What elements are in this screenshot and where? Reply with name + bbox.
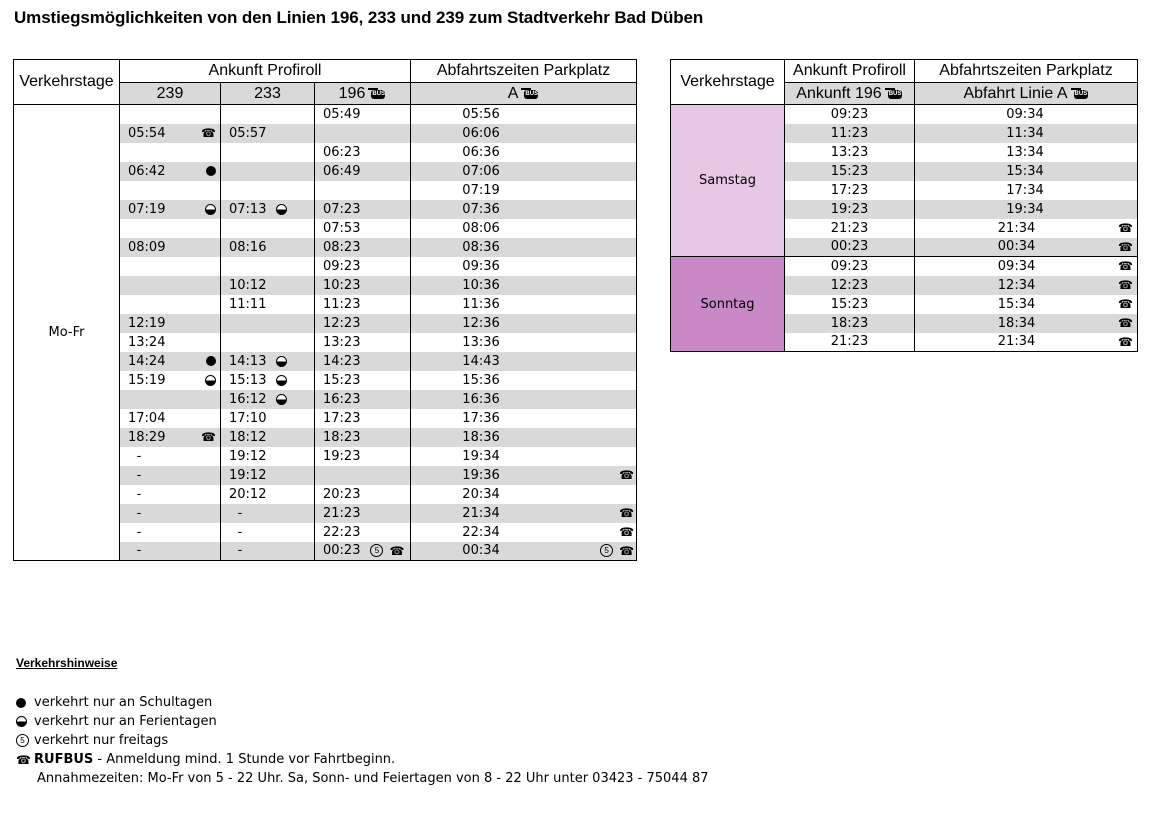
arrival-time: 15:23 bbox=[785, 295, 915, 314]
departure-time: 15:34 bbox=[1006, 163, 1044, 179]
note-school: verkehrt nur an Schultagen bbox=[16, 693, 709, 712]
header-line-a: A BUS bbox=[411, 83, 637, 105]
arrival-time: 17:23 bbox=[785, 181, 915, 200]
time-value: 17:10 bbox=[229, 410, 267, 426]
time-value: 17:36 bbox=[462, 410, 500, 426]
table-row bbox=[671, 257, 1138, 276]
time-value: 06:36 bbox=[462, 144, 500, 160]
time-value: 22:34 bbox=[462, 524, 500, 540]
time-value: 19:23 bbox=[323, 448, 361, 464]
header-abfahrtszeiten-weekend: Abfahrtszeiten Parkplatz bbox=[915, 60, 1138, 83]
time-value: 15:23 bbox=[323, 372, 361, 388]
departure-time: 13:34 bbox=[1006, 144, 1044, 160]
time-value: 17:23 bbox=[323, 410, 361, 426]
note-friday: 5 verkehrt nur freitags bbox=[16, 731, 709, 750]
departure-time: 00:34 bbox=[997, 239, 1036, 255]
time-value: 14:24 bbox=[128, 353, 166, 369]
time-value: 11:11 bbox=[229, 296, 267, 312]
time-value: 07:19 bbox=[462, 182, 500, 198]
half-circle-icon bbox=[276, 204, 287, 215]
verkehrstage-sonntag: Sonntag bbox=[671, 257, 785, 352]
phone-icon: ☎ bbox=[619, 525, 635, 539]
time-value: 19:34 bbox=[462, 448, 500, 464]
header-verkehrstage: Verkehrstage bbox=[14, 60, 120, 105]
table-row bbox=[671, 105, 1138, 124]
time-value: 17:04 bbox=[128, 410, 166, 426]
arrival-time: 15:23 bbox=[785, 162, 915, 181]
header-abfahrt-linie-a: Abfahrt Linie A BUS bbox=[915, 83, 1138, 105]
table-row bbox=[14, 105, 637, 124]
time-value: - bbox=[237, 543, 243, 559]
header-line-239: 239 bbox=[120, 83, 221, 105]
time-value: 19:12 bbox=[229, 467, 267, 483]
half-circle-icon bbox=[276, 356, 287, 367]
verkehrstage-mo-fr: Mo-Fr bbox=[14, 105, 120, 561]
time-value: 08:36 bbox=[462, 239, 500, 255]
time-value: 13:23 bbox=[323, 334, 361, 350]
time-value: - bbox=[237, 524, 243, 540]
time-value: 09:23 bbox=[323, 258, 361, 274]
timetable-weekdays bbox=[13, 59, 637, 561]
time-value: 05:49 bbox=[323, 106, 361, 122]
departure-time: 17:34 bbox=[1006, 182, 1044, 198]
phone-icon: ☎ bbox=[201, 126, 216, 140]
time-value: 15:36 bbox=[462, 372, 500, 388]
time-value: 16:23 bbox=[323, 391, 361, 407]
half-circle-icon bbox=[205, 375, 216, 386]
time-value: 06:06 bbox=[462, 125, 500, 141]
arrival-time: 18:23 bbox=[785, 314, 915, 333]
time-value: 00:34 bbox=[462, 543, 500, 559]
time-value: 20:34 bbox=[462, 486, 500, 502]
arrival-time: 21:23 bbox=[785, 219, 915, 238]
time-value: 05:54 bbox=[128, 125, 166, 141]
time-value: 18:12 bbox=[229, 429, 267, 445]
half-circle-icon bbox=[16, 716, 27, 727]
time-value: 07:23 bbox=[323, 201, 361, 217]
arrival-time: 00:23 bbox=[785, 238, 915, 257]
half-circle-icon bbox=[276, 394, 287, 405]
time-value: 00:23 bbox=[323, 543, 361, 559]
time-value: 08:23 bbox=[323, 239, 361, 255]
verkehrstage-samstag: Samstag bbox=[671, 105, 785, 257]
time-value: 19:36 bbox=[462, 467, 500, 483]
notes-heading: Verkehrshinweise bbox=[16, 656, 118, 670]
time-value: 19:12 bbox=[229, 448, 267, 464]
time-value: 21:23 bbox=[323, 505, 361, 521]
phone-icon: ☎ bbox=[1118, 239, 1133, 254]
time-value: 07:06 bbox=[462, 163, 500, 179]
phone-icon: ☎ bbox=[619, 468, 635, 482]
time-value: - bbox=[136, 486, 142, 502]
time-value: 07:13 bbox=[229, 201, 267, 217]
half-circle-icon bbox=[205, 204, 216, 215]
header-abfahrtszeiten-parkplatz: Abfahrtszeiten Parkplatz bbox=[411, 60, 637, 83]
header-ankunft-profiroll: Ankunft Profiroll bbox=[120, 60, 411, 83]
time-value: 14:23 bbox=[323, 353, 361, 369]
bus-icon: BUS bbox=[521, 88, 539, 99]
time-value: 16:36 bbox=[462, 391, 500, 407]
time-value: 06:23 bbox=[323, 144, 361, 160]
departure-time: 09:34 bbox=[1006, 106, 1044, 122]
departure-time: 18:34 bbox=[997, 315, 1036, 331]
departure-time: 21:34 bbox=[997, 220, 1036, 236]
time-value: 18:23 bbox=[323, 429, 361, 445]
traffic-notes bbox=[16, 654, 709, 788]
time-value: 15:13 bbox=[229, 372, 267, 388]
time-value: 14:13 bbox=[229, 353, 267, 369]
time-value: 13:36 bbox=[462, 334, 500, 350]
phone-icon: ☎ bbox=[201, 430, 216, 444]
departure-time: 21:34 bbox=[997, 334, 1036, 350]
arrival-time: 09:23 bbox=[785, 105, 915, 124]
time-value: 13:24 bbox=[128, 334, 166, 350]
header-ankunft-profiroll-weekend: Ankunft Profiroll bbox=[785, 60, 915, 83]
time-value: 06:42 bbox=[128, 163, 166, 179]
time-value: 07:53 bbox=[323, 220, 361, 236]
arrival-time: 09:23 bbox=[785, 257, 915, 276]
time-value: 09:36 bbox=[462, 258, 500, 274]
phone-icon: ☎ bbox=[1118, 297, 1133, 311]
time-value: 14:43 bbox=[462, 353, 500, 369]
time-value: 07:36 bbox=[462, 201, 500, 217]
time-value: 15:19 bbox=[128, 372, 166, 388]
arrival-time: 21:23 bbox=[785, 333, 915, 352]
time-value: 07:19 bbox=[128, 201, 166, 217]
time-value: - bbox=[136, 448, 142, 464]
time-value: - bbox=[136, 524, 142, 540]
time-value: - bbox=[136, 543, 142, 559]
phone-icon: ☎ bbox=[1118, 259, 1133, 274]
time-value: 20:23 bbox=[323, 486, 361, 502]
time-value: 21:34 bbox=[462, 505, 500, 521]
time-value: 05:57 bbox=[229, 125, 267, 141]
time-value: 11:36 bbox=[462, 296, 500, 312]
time-value: 08:09 bbox=[128, 239, 166, 255]
half-circle-icon bbox=[276, 375, 287, 386]
time-value: 12:36 bbox=[462, 315, 500, 331]
header-line-233: 233 bbox=[221, 83, 315, 105]
time-value: 10:12 bbox=[229, 277, 267, 293]
time-value: 20:12 bbox=[229, 486, 267, 502]
time-value: - bbox=[136, 505, 142, 521]
time-value: 12:19 bbox=[128, 315, 166, 331]
arrival-time: 12:23 bbox=[785, 276, 915, 295]
time-value: 16:12 bbox=[229, 391, 267, 407]
time-value: 06:49 bbox=[323, 163, 361, 179]
time-value: - bbox=[237, 505, 243, 521]
page-title: Umstiegsmöglichkeiten von den Linien 196, 233 und 239 zum Stadtverkehr Bad Düben bbox=[14, 8, 704, 27]
departure-time: 19:34 bbox=[1006, 201, 1044, 217]
phone-icon: ☎ bbox=[1118, 278, 1133, 292]
phone-icon: ☎ bbox=[1118, 316, 1133, 330]
arrival-time: 13:23 bbox=[785, 143, 915, 162]
timetable-weekend bbox=[670, 59, 1138, 352]
departure-time: 09:34 bbox=[997, 258, 1036, 274]
bus-icon: BUS bbox=[885, 88, 903, 99]
departure-time: 12:34 bbox=[997, 277, 1036, 293]
bus-icon: BUS bbox=[1071, 88, 1089, 99]
circled-five-icon: 5 bbox=[370, 544, 383, 557]
phone-icon: ☎ bbox=[619, 506, 635, 520]
time-value: 10:36 bbox=[462, 277, 500, 293]
arrival-time: 19:23 bbox=[785, 200, 915, 219]
arrival-time: 11:23 bbox=[785, 124, 915, 143]
time-value: 10:23 bbox=[323, 277, 361, 293]
bus-icon: BUS bbox=[368, 88, 386, 99]
filled-circle-icon bbox=[16, 698, 26, 708]
phone-icon: ☎ bbox=[389, 543, 405, 558]
header-verkehrstage-weekend: Verkehrstage bbox=[671, 60, 785, 105]
time-value: 08:16 bbox=[229, 239, 267, 255]
circled-five-icon: 5 bbox=[600, 544, 613, 557]
time-value: 12:23 bbox=[323, 315, 361, 331]
time-value: 11:23 bbox=[323, 296, 361, 312]
departure-time: 15:34 bbox=[997, 296, 1036, 312]
time-value: 22:23 bbox=[323, 524, 361, 540]
note-holiday: verkehrt nur an Ferientagen bbox=[16, 712, 709, 731]
time-value: 08:06 bbox=[462, 220, 500, 236]
phone-icon: ☎ bbox=[619, 543, 635, 558]
time-value: - bbox=[136, 467, 142, 483]
circled-five-icon: 5 bbox=[16, 734, 29, 747]
header-ankunft-196: Ankunft 196 BUS bbox=[785, 83, 915, 105]
phone-icon: ☎ bbox=[1118, 221, 1133, 235]
time-value: 18:36 bbox=[462, 429, 500, 445]
filled-circle-icon bbox=[206, 356, 216, 366]
phone-icon: ☎ bbox=[16, 752, 31, 767]
filled-circle-icon bbox=[206, 166, 216, 176]
note-booking-hours: Annahmezeiten: Mo-Fr von 5 - 22 Uhr. Sa, Sonn- und Feiertagen von 8 - 22 Uhr unter 03423 - 75044 87 bbox=[37, 771, 709, 786]
departure-time: 11:34 bbox=[1006, 125, 1044, 141]
phone-icon: ☎ bbox=[1118, 334, 1133, 349]
header-line-196: 196 BUS bbox=[315, 83, 411, 105]
note-rufbus: ☎ RUFBUS - Anmeldung mind. 1 Stunde vor Fahrtbeginn. bbox=[16, 752, 396, 767]
time-value: 05:56 bbox=[462, 106, 500, 122]
time-value: 18:29 bbox=[128, 429, 166, 445]
